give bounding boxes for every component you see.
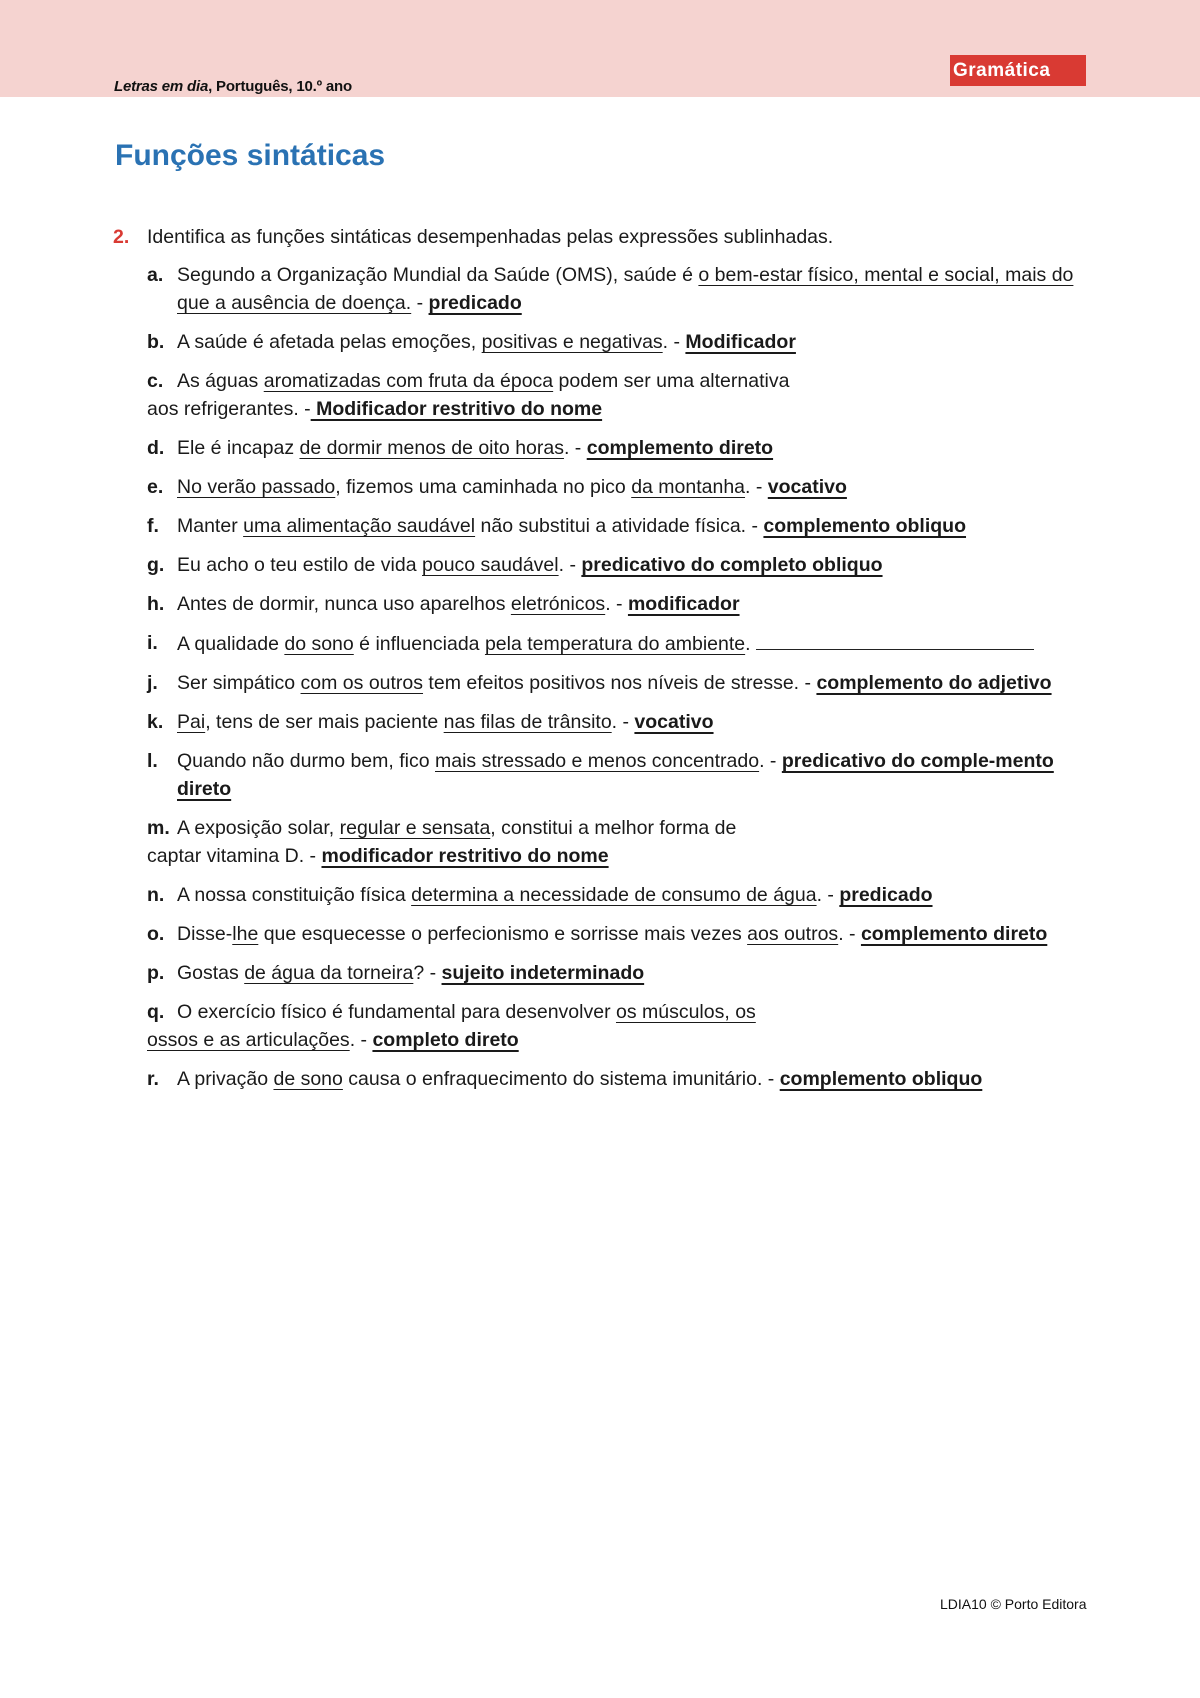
underlined-expression: pouco saudável: [422, 554, 559, 576]
item-text: aos refrigerantes. -: [147, 398, 311, 420]
answer-text: complemento direto: [586, 437, 774, 459]
item-letter: a.: [147, 264, 164, 286]
item-text: A exposição solar,: [177, 817, 340, 839]
list-item-j: [113, 669, 1093, 697]
footer-credit: LDIA10 © Porto Editora: [940, 1596, 1087, 1612]
list-item-l: [113, 747, 1093, 803]
underlined-expression: determina a necessidade de consumo de água: [411, 884, 817, 906]
list-item-b: [113, 328, 1093, 356]
item-letter: e.: [147, 476, 164, 498]
underlined-expression: uma alimentação saudável: [243, 515, 476, 537]
book-title: Letras em dia: [114, 78, 209, 95]
item-text: podem ser uma alternativa: [553, 370, 790, 392]
item-text: Antes de dormir, nunca uso aparelhos: [177, 593, 511, 615]
item-letter: i.: [147, 632, 158, 654]
underlined-expression: do sono: [284, 633, 354, 655]
book-reference: [114, 78, 352, 95]
list-item-p: [113, 959, 1093, 987]
answer-text: Modificador restritivo do nome: [310, 398, 603, 420]
list-item-g: [113, 551, 1093, 579]
item-letter: m.: [147, 817, 170, 839]
item-text: Quando não durmo bem, fico: [177, 750, 435, 772]
underlined-expression: de dormir menos de oito horas: [299, 437, 564, 459]
item-text: , fizemos uma caminhada no pico: [335, 476, 632, 498]
answer-text: completo direto: [372, 1029, 519, 1051]
item-letter: c.: [147, 370, 164, 392]
underlined-expression: de sono: [273, 1068, 343, 1090]
item-letter: r.: [147, 1068, 159, 1090]
underlined-expression: os músculos, os: [615, 1001, 756, 1023]
underlined-expression: No verão passado: [177, 476, 336, 498]
list-item-r: [113, 1065, 1093, 1093]
item-text: A qualidade: [177, 633, 285, 655]
item-text: não substitui a atividade física. -: [475, 515, 764, 537]
item-letter: o.: [147, 923, 165, 945]
underlined-expression: eletrónicos: [510, 593, 606, 615]
item-text: As águas: [177, 370, 264, 392]
item-text: Eu acho o teu estilo de vida: [177, 554, 422, 576]
item-text: . -: [611, 711, 635, 733]
item-text: que esquecesse o perfecionismo e sorrisse mais vezes: [258, 923, 748, 945]
answer-text: sujeito indeterminado: [441, 962, 645, 984]
page-title: Funções sintáticas: [115, 139, 386, 172]
item-text: A nossa constituição física: [177, 884, 412, 906]
underlined-expression: com os outros: [300, 672, 424, 694]
item-letter: g.: [147, 554, 165, 576]
item-text: Ele é incapaz: [177, 437, 300, 459]
item-letter: n.: [147, 884, 165, 906]
item-text: , tens de ser mais paciente: [205, 711, 444, 733]
item-text: A privação: [177, 1068, 274, 1090]
item-text: Ser simpático: [177, 672, 301, 694]
item-text: -: [411, 292, 429, 314]
list-item-k: [113, 708, 1093, 736]
list-item-h: [113, 590, 1093, 618]
item-text: A saúde é afetada pelas emoções,: [177, 331, 482, 353]
exercise-items: [113, 261, 1093, 1093]
list-item-a: [113, 261, 1093, 317]
item-text: captar vitamina D. -: [147, 845, 322, 867]
answer-text: modificador: [627, 593, 740, 615]
item-text: . -: [605, 593, 628, 615]
list-item-q: [113, 998, 1093, 1054]
section-badge: Gramática: [950, 55, 1086, 86]
item-text: , constitui a melhor forma de: [490, 817, 737, 839]
item-text: tem efeitos positivos nos níveis de stresse. -: [423, 672, 817, 694]
answer-text: predicado: [428, 292, 522, 314]
underlined-expression: Pai: [177, 711, 206, 733]
answer-text: complemento obliquo: [779, 1068, 983, 1090]
item-text: . -: [745, 476, 768, 498]
item-text: ? -: [413, 962, 442, 984]
item-text: causa o enfraquecimento do sistema imunitário. -: [342, 1068, 780, 1090]
underlined-expression: aos outros: [747, 923, 839, 945]
underlined-expression: lhe: [232, 923, 259, 945]
list-item-o: [113, 920, 1093, 948]
exercise-instruction: Identifica as funções sintáticas desempenhadas pelas expressões sublinhadas.: [147, 226, 834, 248]
list-item-i: [113, 629, 1093, 658]
item-text: . -: [662, 331, 686, 353]
list-item-d: [113, 434, 1093, 462]
item-letter: j.: [147, 672, 158, 694]
item-text: . -: [816, 884, 840, 906]
item-text: Segundo a Organização Mundial da Saúde (OMS), saúde é: [177, 264, 699, 286]
item-letter: l.: [147, 750, 158, 772]
item-text: O exercício físico é fundamental para desenvolver: [177, 1001, 616, 1023]
item-letter: h.: [147, 593, 165, 615]
item-text: Disse-: [177, 923, 233, 945]
answer-text: vocativo: [767, 476, 847, 498]
answer-text: complemento obliquo: [763, 515, 967, 537]
book-subtitle: , Português, 10.º ano: [208, 78, 352, 95]
answer-text: complemento direto: [860, 923, 1048, 945]
underlined-expression: da montanha: [631, 476, 746, 498]
list-item-m: [113, 814, 1093, 870]
answer-text: complemento do adjetivo: [816, 672, 1052, 694]
list-item-f: [113, 512, 1093, 540]
item-text: .: [745, 633, 756, 655]
item-text: Manter: [177, 515, 244, 537]
item-letter: f.: [147, 515, 159, 537]
answer-text: predicativo do completo obliquo: [581, 554, 883, 576]
item-letter: p.: [147, 962, 165, 984]
underlined-expression: nas filas de trânsito: [443, 711, 612, 733]
item-text: . -: [563, 437, 587, 459]
answer-text: modificador restritivo do nome: [321, 845, 609, 867]
underlined-expression: regular e sensata: [339, 817, 491, 839]
underlined-expression: positivas e negativas: [481, 331, 663, 353]
answer-text: Modificador: [685, 331, 796, 353]
list-item-e: [113, 473, 1093, 501]
underlined-expression: aromatizadas com fruta da época: [263, 370, 554, 392]
underlined-expression: o bem-estar físico, mental e social, mais do que a ausência de doença.: [177, 264, 1074, 314]
item-letter: d.: [147, 437, 165, 459]
answer-text: predicativo do comple-mento direto: [177, 750, 1054, 800]
answer-blank-line[interactable]: [756, 629, 1034, 650]
underlined-expression: mais stressado e menos concentrado: [435, 750, 760, 772]
item-text: Gostas: [177, 962, 245, 984]
exercise: [113, 224, 1093, 1093]
item-letter: b.: [147, 331, 165, 353]
answer-text: vocativo: [634, 711, 714, 733]
list-item-n: [113, 881, 1093, 909]
item-text: é influenciada: [353, 633, 485, 655]
exercise-instruction-row: [113, 224, 1093, 250]
underlined-expression: de água da torneira: [244, 962, 414, 984]
answer-text: predicado: [839, 884, 933, 906]
list-item-c: [113, 367, 1093, 423]
item-text: . -: [759, 750, 782, 772]
item-letter: k.: [147, 711, 164, 733]
item-letter: q.: [147, 1001, 165, 1023]
item-text: . -: [838, 923, 861, 945]
item-text: . -: [558, 554, 582, 576]
item-text: . -: [349, 1029, 373, 1051]
exercise-number: 2.: [113, 226, 130, 248]
underlined-expression: ossos e as articulações: [147, 1029, 350, 1051]
underlined-expression: pela temperatura do ambiente: [484, 633, 746, 655]
